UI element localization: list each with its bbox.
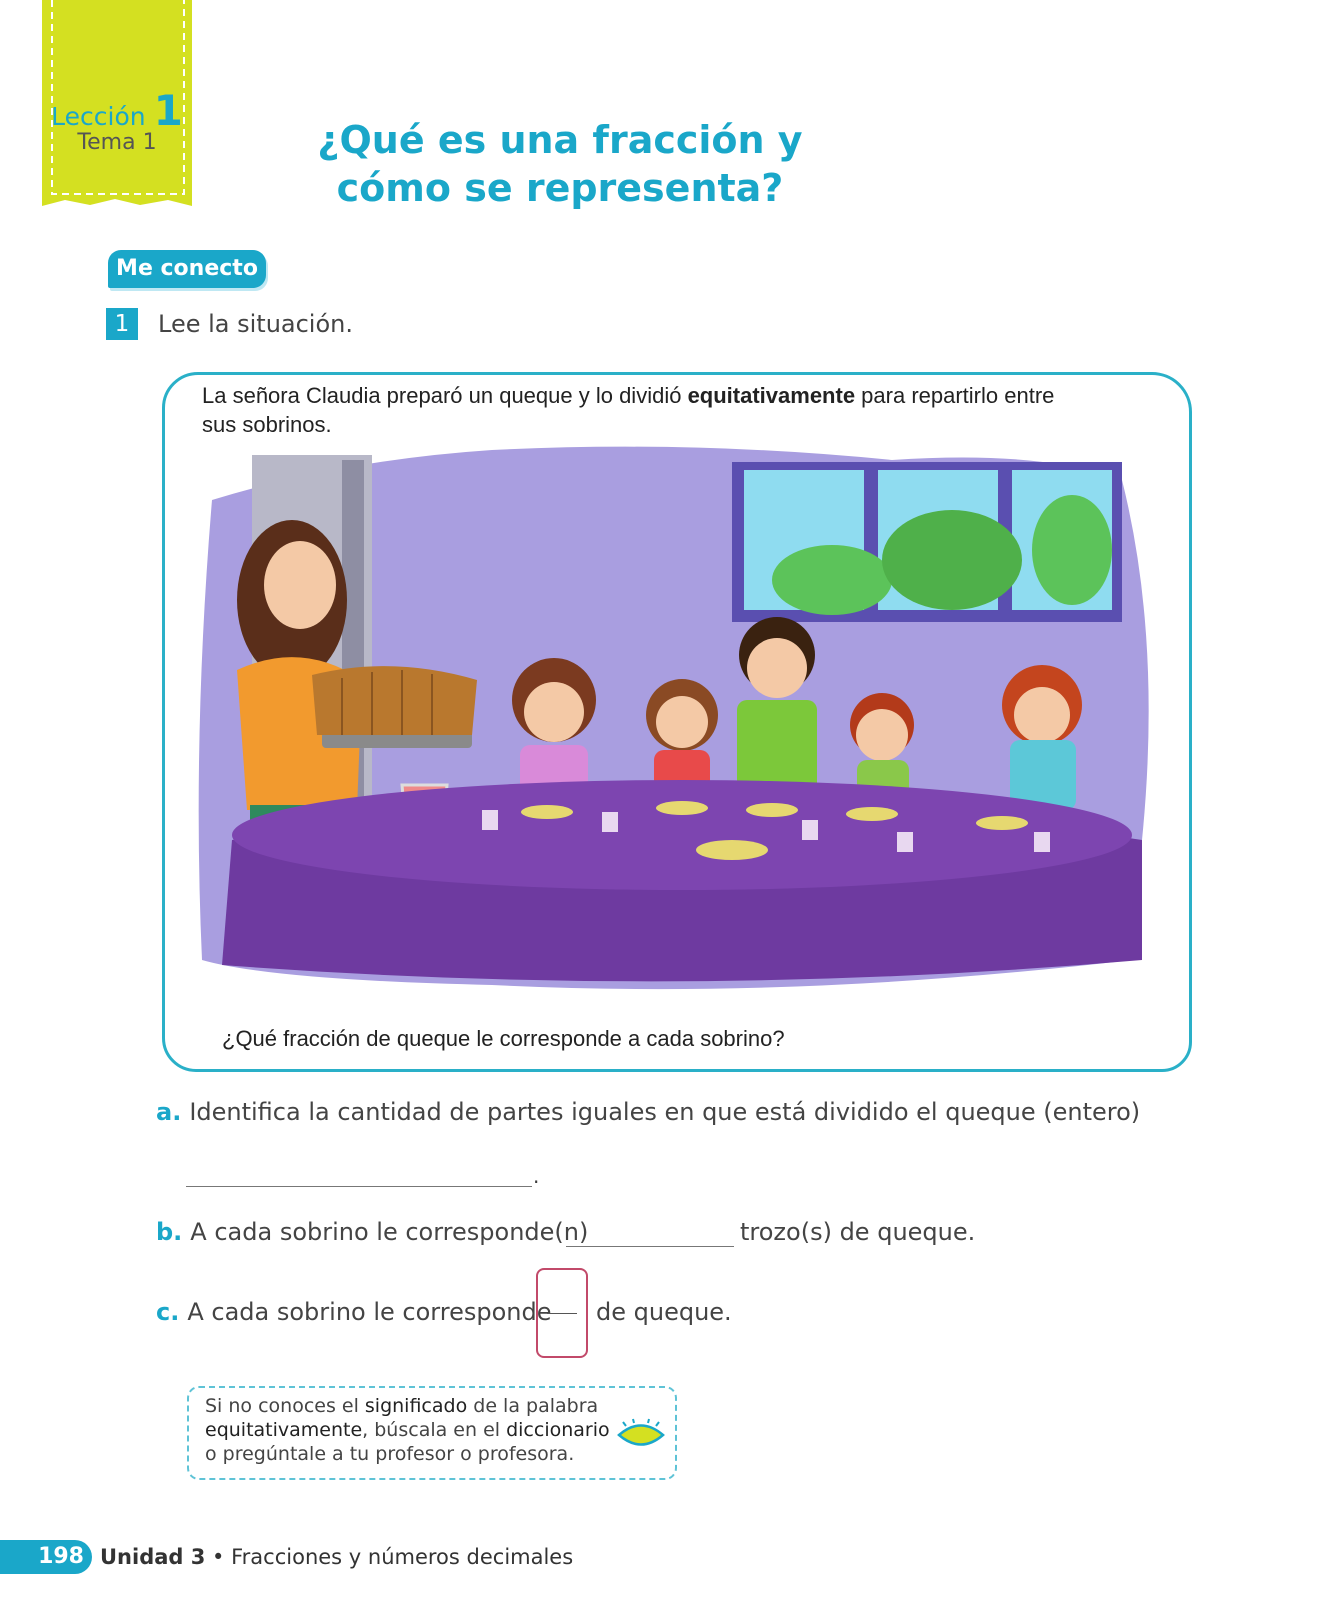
item-b <box>156 1216 588 1248</box>
item-a-letter: a. <box>156 1098 182 1126</box>
item-c-text-before: A cada sobrino le corresponde <box>187 1298 552 1326</box>
item-c-letter: c. <box>156 1298 180 1326</box>
item-b-text-after: trozo(s) de queque. <box>740 1218 976 1246</box>
item-b-letter: b. <box>156 1218 183 1246</box>
topic-label: Tema 1 <box>77 130 157 155</box>
section-badge: Me conecto <box>108 250 266 288</box>
hint-part-4: o pregúntale a tu profesor o profesora. <box>205 1443 575 1465</box>
exercise-instruction: Lee la situación. <box>158 310 353 338</box>
item-a-text: Identifica la cantidad de partes iguales en que está dividido el queque (entero) <box>189 1098 1141 1126</box>
hint-part-3: , búscala en el <box>362 1419 507 1441</box>
fraction-bar <box>547 1313 577 1314</box>
hint-word-2: equitativamente <box>205 1419 363 1441</box>
lesson-label <box>40 86 194 135</box>
answer-line-b[interactable] <box>566 1246 734 1247</box>
hint-word-1: significado <box>364 1395 468 1417</box>
lesson-word: Lección <box>51 102 146 131</box>
party-illustration <box>192 440 1162 1005</box>
page-number: 198 <box>0 1540 92 1574</box>
hint-text <box>205 1394 625 1466</box>
item-b-text-before: A cada sobrino le corresponde(n) <box>190 1218 589 1246</box>
hint-part-1: Si no conoces el <box>205 1395 365 1417</box>
footer-subject: Fracciones y números decimales <box>231 1545 574 1569</box>
story-question: ¿Qué fracción de queque le corresponde a cada sobrino? <box>222 1026 785 1051</box>
hint-word-3: diccionario <box>506 1419 610 1441</box>
story-text-before: La señora Claudia preparó un queque y lo dividió <box>202 383 688 408</box>
title-line-2: cómo se representa? <box>336 166 784 210</box>
lesson-number: 1 <box>153 86 183 135</box>
hint-part-2: de la palabra <box>467 1395 599 1417</box>
item-c <box>156 1296 551 1328</box>
story-keyword: equitativamente <box>687 383 856 408</box>
eye-icon <box>616 1418 666 1452</box>
item-a <box>156 1096 1140 1128</box>
footer-separator: • <box>205 1545 232 1569</box>
item-c-text-after: de queque. <box>596 1298 732 1326</box>
exercise-number: 1 <box>106 308 138 340</box>
story-text <box>202 381 1062 439</box>
footer-unit: Unidad 3 <box>100 1545 206 1569</box>
answer-line-a[interactable] <box>186 1186 532 1187</box>
item-a-period: . <box>533 1164 540 1188</box>
story-text-after: para repartirlo entre sus sobrinos. <box>202 383 1055 437</box>
footer-text <box>100 1540 573 1574</box>
page-title <box>300 116 820 212</box>
title-line-1: ¿Qué es una fracción y <box>317 118 803 162</box>
lesson-ribbon <box>40 0 194 212</box>
